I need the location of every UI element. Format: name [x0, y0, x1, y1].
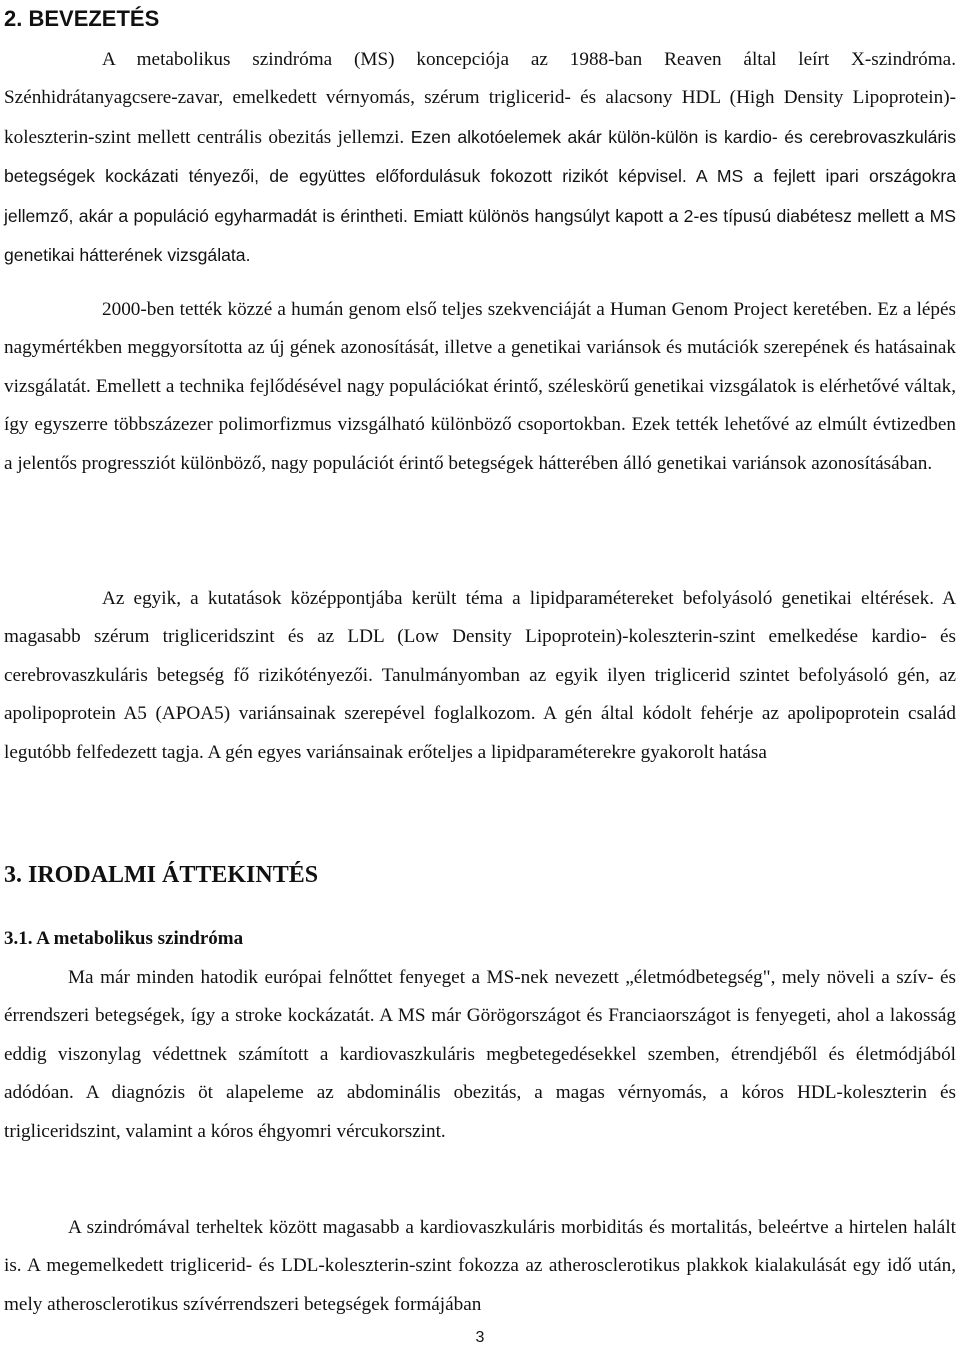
paragraph-bevezetes-1-rest: Ezen alkotóelemek akár külön-külön is kardio- és cerebrovaszkuláris betegségek kockázati tényezői, de együttes előfordulásuk fokozott rizikót képvisel. A MS a fejlett ipari országokra jellemző, akár a populáció egyharmadát is érintheti. Emiatt különös hangsúlyt kapott a 2-es típusú diabétesz mellett a MS genetikai hátterének vizsgálata. [4, 126, 956, 266]
subsection-heading-metabolikus: 3.1. A metabolikus szindróma [4, 928, 244, 949]
paragraph-bevezetes-3: Az egyik, a kutatások középpontjába került téma a lipidparamétereket befolyásoló genetikai eltérések. A magasabb szérum trigliceridszint és az LDL (Low Density Lipoprotein)-koleszterin-szint emelkedése kardio- és cerebrovaszkuláris betegség fő rizikótényezői. Tanulmányomban az egyik ilyen triglicerid szintet befolyásoló gén, az apolipoprotein A5 (APOA5) variánsainak szerepével foglalkozom. A gén által kódolt fehérje az apolipoprotein család legutóbb felfedezett tagja. A gén egyes variánsainak erőteljes a lipidparaméterekre gyakorolt hatása [4, 588, 956, 763]
paragraph-bevezetes-1 [4, 41, 956, 275]
section-heading-irodalmi: 3. IRODALMI ÁTTEKINTÉS [4, 862, 319, 888]
paragraph-irodalmi-2: A szindrómával terheltek között magasabb a kardiovaszkuláris morbiditás és mortalitás, beleértve a hirtelen halált is. A megemelkedett triglicerid- és LDL-koleszterin-szint fokozza az atherosclerotikus plakkok kialakulását egy idő után, mely atherosclerotikus szívérrendszeri betegségek formájában [4, 1217, 956, 1315]
paragraph-bevezetes-1-intro: A metabolikus szindróma (MS) koncepciója az 1988-ban Reaven által leírt X-szindróma. Szénhidrátanyagcsere-zavar, emelkedett vérnyomás, szérum triglicerid- és alacsony HDL (High Density Lipoprotein)-koleszterin-szint mellett centrális obezitás jellemzi. [4, 49, 956, 148]
paragraph-irodalmi-1: Ma már minden hatodik európai felnőttet fenyeget a MS-nek nevezett „életmódbetegség", mely növeli a szív- és érrendszeri betegségek, így a stroke kockázatát. A MS már Görögországot és Franciaországot is fenyegeti, ahol a lakosság eddig viszonylag védettnek számított a kardiovaszkuláris megbetegedésekkel szemben, étrendjéből és életmódjából adódóan. A diagnózis öt alapeleme az abdominális obezitás, a magas vérnyomás, a kóros HDL-koleszterin és trigliceridszint, valamint a kóros éhgyomri vércukorszint. [4, 967, 956, 1142]
section-heading-bevezetes: 2. BEVEZETÉS [4, 6, 160, 31]
paragraph-bevezetes-2: 2000-ben tették közzé a humán genom első teljes szekvenciáját a Human Genom Project keretében. Ez a lépés nagymértékben meggyorsította az új gének azonosítását, illetve a genetikai variánsok és mutációk szerepének és hatásainak vizsgálatát. Emellett a technika fejlődésével nagy populációkat érintő, széleskörű genetikai vizsgálatok is elérhetővé váltak, így egyszerre többszázezer polimorfizmus vizsgálható különböző csoportokban. Ezek tették lehetővé az elmúlt évtizedben a jelentős progressziót különböző, nagy populációt érintő betegségek hátterében álló genetikai variánsok azonosításában. [4, 299, 956, 474]
page-number: 3 [475, 1329, 485, 1346]
